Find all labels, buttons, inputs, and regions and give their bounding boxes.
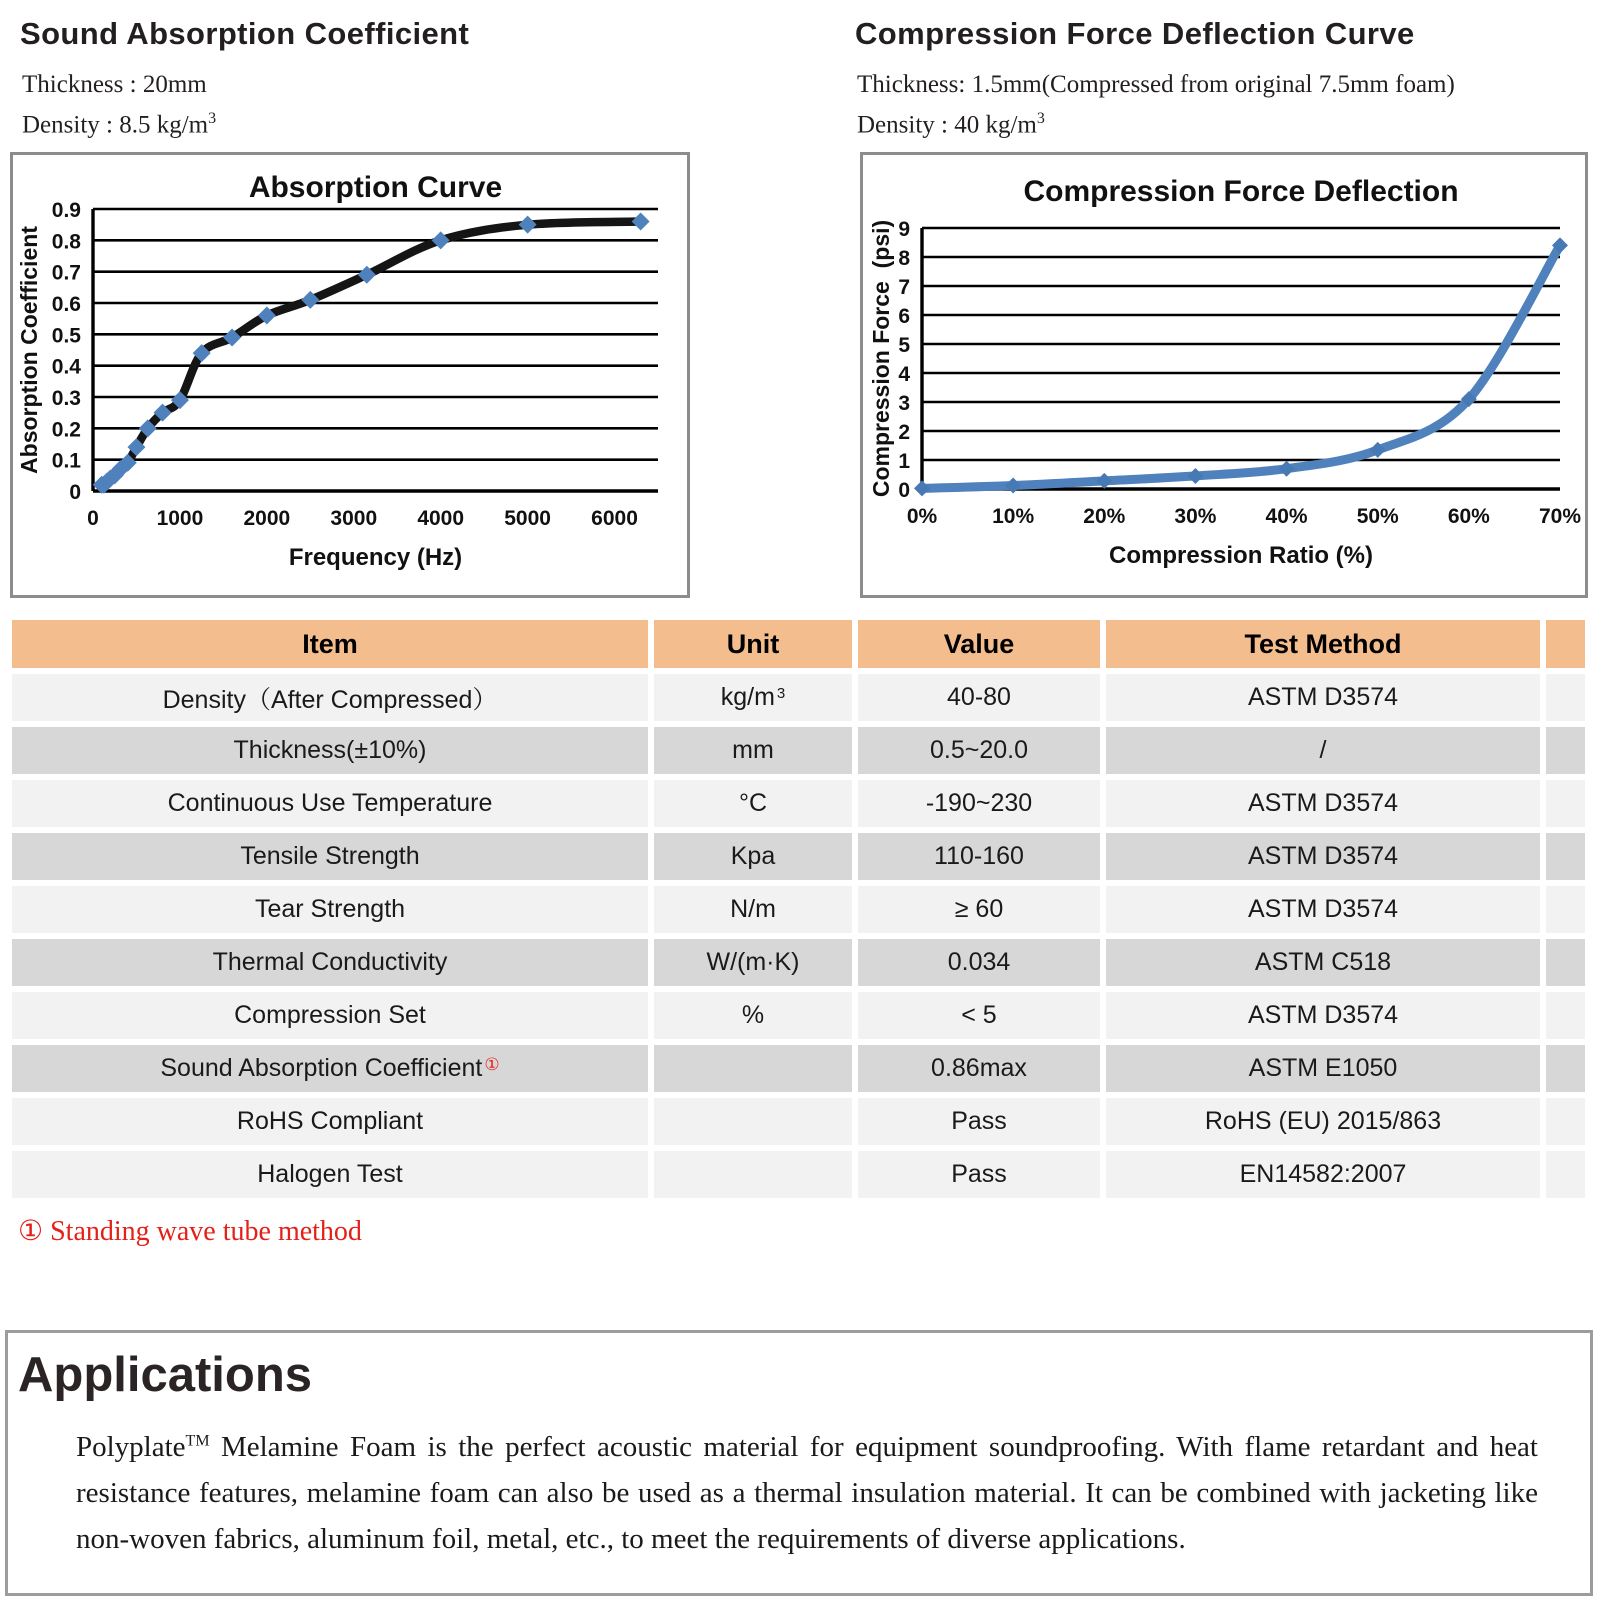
table-cell-value: 0.034 [858,939,1100,986]
table-cell-unit [654,1098,852,1145]
x-tick-label: 30% [1174,505,1217,528]
table-cell-value: 0.86max [858,1045,1100,1092]
spec-lines-right [857,68,1455,142]
table-cell-unit: °C [654,780,852,827]
spec-table [12,620,1585,1204]
y-tick-label: 0.7 [51,261,81,285]
table-cell-value: Pass [858,1151,1100,1198]
table-cell-test-method: EN14582:2007 [1106,1151,1540,1198]
table-cell-unit: Kpa [654,833,852,880]
y-tick-label: 5 [898,334,910,357]
applications-section [5,1330,1593,1596]
table-cell-item: Density（After Compressed） [12,674,648,721]
x-tick-label: 1000 [156,507,204,530]
table-header-spacer [1546,620,1585,668]
table-cell-spacer [1546,833,1585,880]
table-cell-value: -190~230 [858,780,1100,827]
table-row [12,780,1585,827]
data-point-marker [1096,473,1112,489]
y-tick-label: 0.8 [51,230,81,254]
table-row [12,992,1585,1039]
spec-thickness-left: Thickness : 20mm [22,71,207,98]
table-cell-value: < 5 [858,992,1100,1039]
table-cell-test-method: / [1106,727,1540,774]
y-tick-label: 6 [898,305,910,328]
table-cell-spacer [1546,1045,1585,1092]
data-point-marker [1187,468,1203,484]
y-tick-label: 0.4 [51,355,81,379]
table-cell-test-method: ASTM D3574 [1106,886,1540,933]
x-tick-label: 6000 [591,507,638,530]
table-cell-unit: kg/m 3 [654,674,852,721]
chart-title: Compression Force Deflection [1023,175,1459,208]
y-tick-label: 0.2 [51,418,81,442]
y-tick-label: 0.3 [51,387,81,410]
table-row [12,674,1585,721]
y-tick-label: 0.5 [51,324,81,348]
table-cell-test-method: RoHS (EU) 2015/863 [1106,1098,1540,1145]
table-cell-value: 110-160 [858,833,1100,880]
x-tick-label: 4000 [417,507,465,530]
x-tick-label: 70% [1538,505,1582,528]
absorption-curve-svg [13,155,687,595]
table-cell-item: Tear Strength [12,886,648,933]
table-header-value: Value [858,620,1100,668]
table-cell-spacer [1546,939,1585,986]
x-tick-label: 0% [906,505,938,528]
table-header-row [12,620,1585,668]
x-tick-label: 60% [1447,505,1490,528]
superscript-3: 3 [208,110,217,127]
table-cell-item: Halogen Test [12,1151,648,1198]
table-cell-value: 40-80 [858,674,1100,721]
table-cell-spacer [1546,727,1585,774]
x-tick-label: 0 [87,507,99,530]
table-row [12,886,1585,933]
spec-density-right: Density : 40 $kg/m^3$ [857,110,1045,139]
table-cell-test-method: ASTM C518 [1106,939,1540,986]
y-tick-label: 4 [898,363,910,386]
table-cell-test-method: ASTM D3574 [1106,780,1540,827]
compression-force-deflection-chart [860,152,1588,598]
x-tick-label: 40% [1265,505,1308,528]
spec-thickness-right: Thickness: 1.5mm(Compressed from original 7.5mm foam) [857,71,1455,98]
trademark-superscript: TM [185,1432,210,1450]
data-point-marker [1279,461,1295,477]
table-cell-item: Thickness(±10%) [12,727,648,774]
y-tick-label: 0.9 [51,199,81,222]
x-tick-label: 2000 [243,507,291,530]
x-axis-title: Compression Ratio (%) [1108,542,1374,569]
data-point-marker [1005,478,1021,494]
y-tick-label: 1 [898,450,910,473]
spec-density-left: Density : 8.5 $kg/m^3$ [22,110,217,139]
y-axis-title: Compression Force (psi) [868,219,894,498]
compression-force-deflection-svg [863,155,1585,595]
table-cell-test-method: ASTM D3574 [1106,674,1540,721]
y-axis-title: Absorption Coefficient [16,226,42,474]
data-point-marker [632,213,650,231]
y-tick-label: 0.6 [51,293,81,316]
y-tick-label: 9 [898,218,910,241]
table-cell-spacer [1546,1151,1585,1198]
y-tick-label: 0 [898,479,910,502]
x-tick-label: 5000 [504,507,551,530]
table-cell-unit: W/(m·K) [654,939,852,986]
superscript-3: 3 [1036,110,1045,127]
data-curve [102,222,641,485]
applications-title: Applications [18,1348,313,1402]
section-title-compression-force: Compression Force Deflection Curve [855,16,1415,51]
table-row [12,1098,1585,1145]
table-cell-unit: N/m [654,886,852,933]
x-tick-label: 3000 [330,507,378,530]
table-cell-test-method: ASTM E1050 [1106,1045,1540,1092]
y-tick-label: 8 [898,247,910,270]
table-row [12,727,1585,774]
table-cell-item: Sound Absorption Coefficient ① [12,1045,648,1092]
y-tick-label: 2 [898,421,910,444]
table-cell-spacer [1546,780,1585,827]
footnote-standing-wave: ① Standing wave tube method [18,1216,362,1247]
table-row [12,833,1585,880]
table-cell-spacer [1546,886,1585,933]
table-cell-test-method: ASTM D3574 [1106,833,1540,880]
table-cell-unit: mm [654,727,852,774]
table-cell-unit [654,1045,852,1092]
table-cell-item: Continuous Use Temperature [12,780,648,827]
data-point-marker [914,480,930,496]
y-tick-label: 0 [69,481,81,504]
table-row [12,939,1585,986]
table-cell-item: Thermal Conductivity [12,939,648,986]
y-tick-label: 0.1 [51,449,81,473]
table-cell-spacer [1546,674,1585,721]
chart-title: Absorption Curve [248,171,503,204]
table-cell-spacer [1546,1098,1585,1145]
y-tick-label: 7 [898,276,910,299]
table-row [12,1045,1585,1092]
table-cell-item: Compression Set [12,992,648,1039]
absorption-curve-chart [10,152,690,598]
section-title-sound-absorption: Sound Absorption Coefficient [20,16,470,51]
x-tick-label: 10% [992,505,1035,528]
table-cell-unit [654,1151,852,1198]
y-tick-label: 3 [898,392,910,415]
table-header-item: Item [12,620,648,668]
table-cell-item: Tensile Strength [12,833,648,880]
table-cell-value: Pass [858,1098,1100,1145]
x-axis-title: Frequency (Hz) [288,544,463,571]
x-tick-label: 50% [1356,505,1399,528]
spec-lines-left [22,68,216,142]
table-cell-value: 0.5~20.0 [858,727,1100,774]
data-point-marker [519,216,537,234]
x-tick-label: 20% [1083,505,1126,528]
table-row [12,1151,1585,1198]
applications-paragraph: Polyplate™ Melamine Foam is the perfect acoustic material for equipment soundproofing. With flame retardant and heat resistance features, melamine foam can also be used as a thermal insulation material. It can be combined with jacketing like non-woven fabrics, aluminum foil, metal, etc., to meet the requirements of diverse applications. [76,1431,1538,1555]
table-cell-test-method: ASTM D3574 [1106,992,1540,1039]
data-curve [922,245,1560,488]
table-cell-spacer [1546,992,1585,1039]
table-cell-item: RoHS Compliant [12,1098,648,1145]
table-cell-value: ≥ 60 [858,886,1100,933]
table-cell-unit: % [654,992,852,1039]
table-header-unit: Unit [654,620,852,668]
table-header-test-method: Test Method [1106,620,1540,668]
